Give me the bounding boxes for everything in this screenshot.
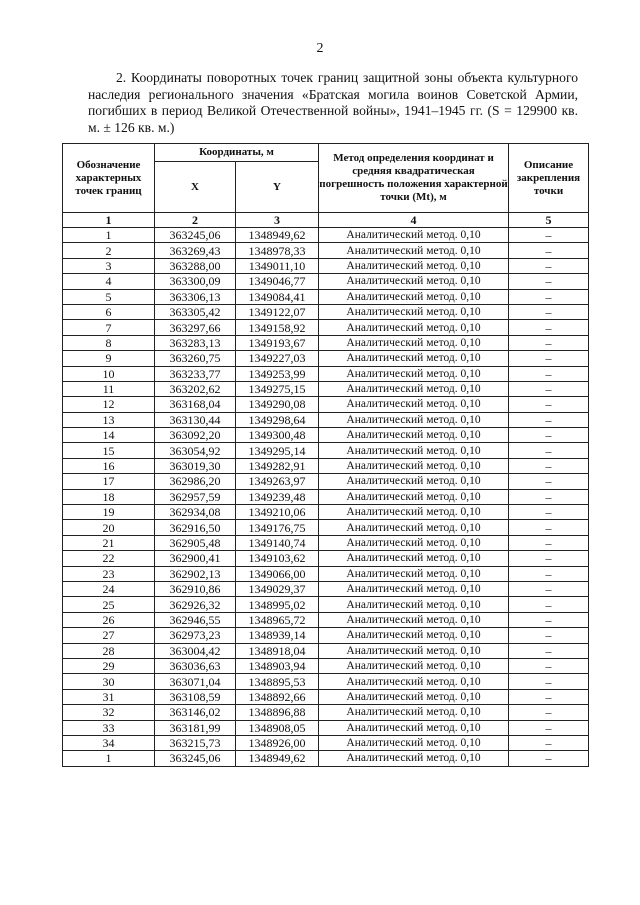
column-number: 5 (509, 213, 589, 228)
description-cell: – (509, 335, 589, 350)
section-heading (88, 70, 578, 136)
description-cell: – (509, 612, 589, 627)
column-number: 2 (155, 213, 236, 228)
y-coordinate-cell: 1349300,48 (236, 428, 319, 443)
point-number-cell: 4 (63, 274, 155, 289)
y-coordinate-cell: 1349029,37 (236, 581, 319, 596)
point-number-cell: 18 (63, 489, 155, 504)
point-number-cell: 24 (63, 581, 155, 596)
description-cell: – (509, 274, 589, 289)
description-cell: – (509, 289, 589, 304)
method-cell: Аналитический метод. 0,10 (319, 320, 509, 335)
x-coordinate-cell: 363130,44 (155, 412, 236, 427)
description-cell: – (509, 412, 589, 427)
table-row (63, 320, 589, 335)
point-number-cell: 10 (63, 366, 155, 381)
y-coordinate-cell: 1349158,92 (236, 320, 319, 335)
y-coordinate-cell: 1349275,15 (236, 381, 319, 396)
point-number-cell: 14 (63, 428, 155, 443)
description-cell: – (509, 551, 589, 566)
method-cell: Аналитический метод. 0,10 (319, 551, 509, 566)
point-number-cell: 16 (63, 458, 155, 473)
x-coordinate-cell: 363269,43 (155, 243, 236, 258)
description-cell: – (509, 397, 589, 412)
method-cell: Аналитический метод. 0,10 (319, 366, 509, 381)
y-coordinate-cell: 1349298,64 (236, 412, 319, 427)
y-coordinate-cell: 1349295,14 (236, 443, 319, 458)
table-row (63, 304, 589, 319)
table-row (63, 535, 589, 550)
table-row (63, 735, 589, 750)
description-cell: – (509, 597, 589, 612)
y-coordinate-cell: 1348939,14 (236, 628, 319, 643)
header-description: Описание закрепления точки (509, 144, 589, 213)
x-coordinate-cell: 362905,48 (155, 535, 236, 550)
description-cell: – (509, 228, 589, 243)
x-coordinate-cell: 362973,23 (155, 628, 236, 643)
description-cell: – (509, 458, 589, 473)
table-row (63, 274, 589, 289)
description-cell: – (509, 489, 589, 504)
x-coordinate-cell: 362934,08 (155, 505, 236, 520)
x-coordinate-cell: 362910,86 (155, 581, 236, 596)
point-number-cell: 23 (63, 566, 155, 581)
description-cell: – (509, 320, 589, 335)
description-cell: – (509, 581, 589, 596)
x-coordinate-cell: 363168,04 (155, 397, 236, 412)
description-cell: – (509, 520, 589, 535)
table-row (63, 228, 589, 243)
method-cell: Аналитический метод. 0,10 (319, 381, 509, 396)
point-number-cell: 21 (63, 535, 155, 550)
y-coordinate-cell: 1349282,91 (236, 458, 319, 473)
y-coordinate-cell: 1349066,00 (236, 566, 319, 581)
description-cell: – (509, 643, 589, 658)
point-number-cell: 1 (63, 228, 155, 243)
method-cell: Аналитический метод. 0,10 (319, 397, 509, 412)
table-row (63, 689, 589, 704)
table-row (63, 612, 589, 627)
description-cell: – (509, 443, 589, 458)
y-coordinate-cell: 1349176,75 (236, 520, 319, 535)
table-row (63, 751, 589, 766)
method-cell: Аналитический метод. 0,10 (319, 458, 509, 473)
table-row (63, 351, 589, 366)
table-row (63, 443, 589, 458)
header-method: Метод определения координат и средняя квадратическая погрешность положения характерной точки (Mt), м (319, 144, 509, 213)
method-cell: Аналитический метод. 0,10 (319, 612, 509, 627)
method-cell: Аналитический метод. 0,10 (319, 735, 509, 750)
x-coordinate-cell: 363092,20 (155, 428, 236, 443)
point-number-cell: 34 (63, 735, 155, 750)
y-coordinate-cell: 1349140,74 (236, 535, 319, 550)
method-cell: Аналитический метод. 0,10 (319, 489, 509, 504)
x-coordinate-cell: 363108,59 (155, 689, 236, 704)
point-number-cell: 2 (63, 243, 155, 258)
method-cell: Аналитический метод. 0,10 (319, 443, 509, 458)
method-cell: Аналитический метод. 0,10 (319, 658, 509, 673)
header-coordinates: Координаты, м (155, 144, 319, 162)
y-coordinate-cell: 1349263,97 (236, 474, 319, 489)
method-cell: Аналитический метод. 0,10 (319, 274, 509, 289)
column-number: 3 (236, 213, 319, 228)
x-coordinate-cell: 363305,42 (155, 304, 236, 319)
method-cell: Аналитический метод. 0,10 (319, 474, 509, 489)
y-coordinate-cell: 1349193,67 (236, 335, 319, 350)
table-row (63, 628, 589, 643)
description-cell: – (509, 258, 589, 273)
point-number-cell: 31 (63, 689, 155, 704)
y-coordinate-cell: 1349239,48 (236, 489, 319, 504)
section-heading-text: 2. Координаты поворотных точек границ защитной зоны объекта культурного наследия регионального значения «Братская могила воинов Советской Армии, погибших в период Великой Отечественной войны», 1941–1945 гг. (S = 129900 кв. м. ± 126 кв. м.) (88, 70, 578, 135)
y-coordinate-cell: 1348965,72 (236, 612, 319, 627)
y-coordinate-cell: 1349084,41 (236, 289, 319, 304)
point-number-cell: 32 (63, 705, 155, 720)
y-coordinate-cell: 1349253,99 (236, 366, 319, 381)
y-coordinate-cell: 1348903,94 (236, 658, 319, 673)
x-coordinate-cell: 363215,73 (155, 735, 236, 750)
point-number-cell: 8 (63, 335, 155, 350)
method-cell: Аналитический метод. 0,10 (319, 520, 509, 535)
description-cell: – (509, 720, 589, 735)
x-coordinate-cell: 363071,04 (155, 674, 236, 689)
y-coordinate-cell: 1349046,77 (236, 274, 319, 289)
x-coordinate-cell: 363245,06 (155, 751, 236, 766)
table-row (63, 474, 589, 489)
x-coordinate-cell: 362926,32 (155, 597, 236, 612)
table-row (63, 428, 589, 443)
table-row (63, 658, 589, 673)
point-number-cell: 5 (63, 289, 155, 304)
method-cell: Аналитический метод. 0,10 (319, 351, 509, 366)
description-cell: – (509, 381, 589, 396)
column-numbers-row (63, 213, 589, 228)
table-row (63, 581, 589, 596)
table-row (63, 520, 589, 535)
table-row (63, 505, 589, 520)
method-cell: Аналитический метод. 0,10 (319, 289, 509, 304)
point-number-cell: 9 (63, 351, 155, 366)
table-row (63, 705, 589, 720)
x-coordinate-cell: 363004,42 (155, 643, 236, 658)
column-number: 4 (319, 213, 509, 228)
table-row (63, 381, 589, 396)
point-number-cell: 28 (63, 643, 155, 658)
description-cell: – (509, 243, 589, 258)
method-cell: Аналитический метод. 0,10 (319, 258, 509, 273)
y-coordinate-cell: 1348995,02 (236, 597, 319, 612)
header-point: Обозначение характерных точек границ (63, 144, 155, 213)
column-number: 1 (63, 213, 155, 228)
description-cell: – (509, 366, 589, 381)
point-number-cell: 20 (63, 520, 155, 535)
point-number-cell: 30 (63, 674, 155, 689)
method-cell: Аналитический метод. 0,10 (319, 304, 509, 319)
x-coordinate-cell: 362900,41 (155, 551, 236, 566)
point-number-cell: 12 (63, 397, 155, 412)
header-y: Y (236, 162, 319, 213)
header-x: X (155, 162, 236, 213)
x-coordinate-cell: 363306,13 (155, 289, 236, 304)
table-row (63, 412, 589, 427)
x-coordinate-cell: 363146,02 (155, 705, 236, 720)
x-coordinate-cell: 363288,00 (155, 258, 236, 273)
point-number-cell: 13 (63, 412, 155, 427)
table-row (63, 643, 589, 658)
point-number-cell: 19 (63, 505, 155, 520)
x-coordinate-cell: 363036,63 (155, 658, 236, 673)
point-number-cell: 22 (63, 551, 155, 566)
description-cell: – (509, 505, 589, 520)
x-coordinate-cell: 363181,99 (155, 720, 236, 735)
point-number-cell: 26 (63, 612, 155, 627)
point-number-cell: 33 (63, 720, 155, 735)
description-cell: – (509, 658, 589, 673)
x-coordinate-cell: 363260,75 (155, 351, 236, 366)
y-coordinate-cell: 1349103,62 (236, 551, 319, 566)
table-row (63, 289, 589, 304)
y-coordinate-cell: 1348926,00 (236, 735, 319, 750)
method-cell: Аналитический метод. 0,10 (319, 535, 509, 550)
y-coordinate-cell: 1349227,03 (236, 351, 319, 366)
method-cell: Аналитический метод. 0,10 (319, 228, 509, 243)
x-coordinate-cell: 363297,66 (155, 320, 236, 335)
table-row (63, 458, 589, 473)
coordinates-table (62, 143, 589, 767)
description-cell: – (509, 474, 589, 489)
y-coordinate-cell: 1348892,66 (236, 689, 319, 704)
table-row (63, 258, 589, 273)
method-cell: Аналитический метод. 0,10 (319, 243, 509, 258)
table-row (63, 243, 589, 258)
method-cell: Аналитический метод. 0,10 (319, 597, 509, 612)
x-coordinate-cell: 362946,55 (155, 612, 236, 627)
table-row (63, 551, 589, 566)
x-coordinate-cell: 363233,77 (155, 366, 236, 381)
table-row (63, 597, 589, 612)
description-cell: – (509, 628, 589, 643)
point-number-cell: 6 (63, 304, 155, 319)
description-cell: – (509, 735, 589, 750)
point-number-cell: 1 (63, 751, 155, 766)
x-coordinate-cell: 363245,06 (155, 228, 236, 243)
description-cell: – (509, 705, 589, 720)
x-coordinate-cell: 363019,30 (155, 458, 236, 473)
description-cell: – (509, 751, 589, 766)
method-cell: Аналитический метод. 0,10 (319, 643, 509, 658)
point-number-cell: 27 (63, 628, 155, 643)
table-row (63, 674, 589, 689)
method-cell: Аналитический метод. 0,10 (319, 335, 509, 350)
point-number-cell: 15 (63, 443, 155, 458)
description-cell: – (509, 351, 589, 366)
y-coordinate-cell: 1348895,53 (236, 674, 319, 689)
method-cell: Аналитический метод. 0,10 (319, 566, 509, 581)
description-cell: – (509, 304, 589, 319)
x-coordinate-cell: 362957,59 (155, 489, 236, 504)
y-coordinate-cell: 1348949,62 (236, 228, 319, 243)
method-cell: Аналитический метод. 0,10 (319, 628, 509, 643)
point-number-cell: 11 (63, 381, 155, 396)
y-coordinate-cell: 1349210,06 (236, 505, 319, 520)
y-coordinate-cell: 1349290,08 (236, 397, 319, 412)
method-cell: Аналитический метод. 0,10 (319, 689, 509, 704)
point-number-cell: 17 (63, 474, 155, 489)
description-cell: – (509, 566, 589, 581)
method-cell: Аналитический метод. 0,10 (319, 674, 509, 689)
x-coordinate-cell: 362902,13 (155, 566, 236, 581)
table-row (63, 335, 589, 350)
y-coordinate-cell: 1348918,04 (236, 643, 319, 658)
method-cell: Аналитический метод. 0,10 (319, 720, 509, 735)
method-cell: Аналитический метод. 0,10 (319, 428, 509, 443)
x-coordinate-cell: 363300,09 (155, 274, 236, 289)
y-coordinate-cell: 1348949,62 (236, 751, 319, 766)
description-cell: – (509, 535, 589, 550)
y-coordinate-cell: 1349122,07 (236, 304, 319, 319)
table-row (63, 489, 589, 504)
table-row (63, 366, 589, 381)
x-coordinate-cell: 362986,20 (155, 474, 236, 489)
point-number-cell: 7 (63, 320, 155, 335)
table-row (63, 397, 589, 412)
description-cell: – (509, 674, 589, 689)
point-number-cell: 25 (63, 597, 155, 612)
point-number-cell: 3 (63, 258, 155, 273)
y-coordinate-cell: 1348978,33 (236, 243, 319, 258)
description-cell: – (509, 428, 589, 443)
point-number-cell: 29 (63, 658, 155, 673)
y-coordinate-cell: 1348896,88 (236, 705, 319, 720)
x-coordinate-cell: 363054,92 (155, 443, 236, 458)
table-row (63, 566, 589, 581)
method-cell: Аналитический метод. 0,10 (319, 581, 509, 596)
x-coordinate-cell: 363202,62 (155, 381, 236, 396)
page-number: 2 (316, 41, 324, 56)
method-cell: Аналитический метод. 0,10 (319, 705, 509, 720)
y-coordinate-cell: 1348908,05 (236, 720, 319, 735)
x-coordinate-cell: 363283,13 (155, 335, 236, 350)
description-cell: – (509, 689, 589, 704)
method-cell: Аналитический метод. 0,10 (319, 412, 509, 427)
method-cell: Аналитический метод. 0,10 (319, 505, 509, 520)
y-coordinate-cell: 1349011,10 (236, 258, 319, 273)
table-row (63, 720, 589, 735)
method-cell: Аналитический метод. 0,10 (319, 751, 509, 766)
x-coordinate-cell: 362916,50 (155, 520, 236, 535)
